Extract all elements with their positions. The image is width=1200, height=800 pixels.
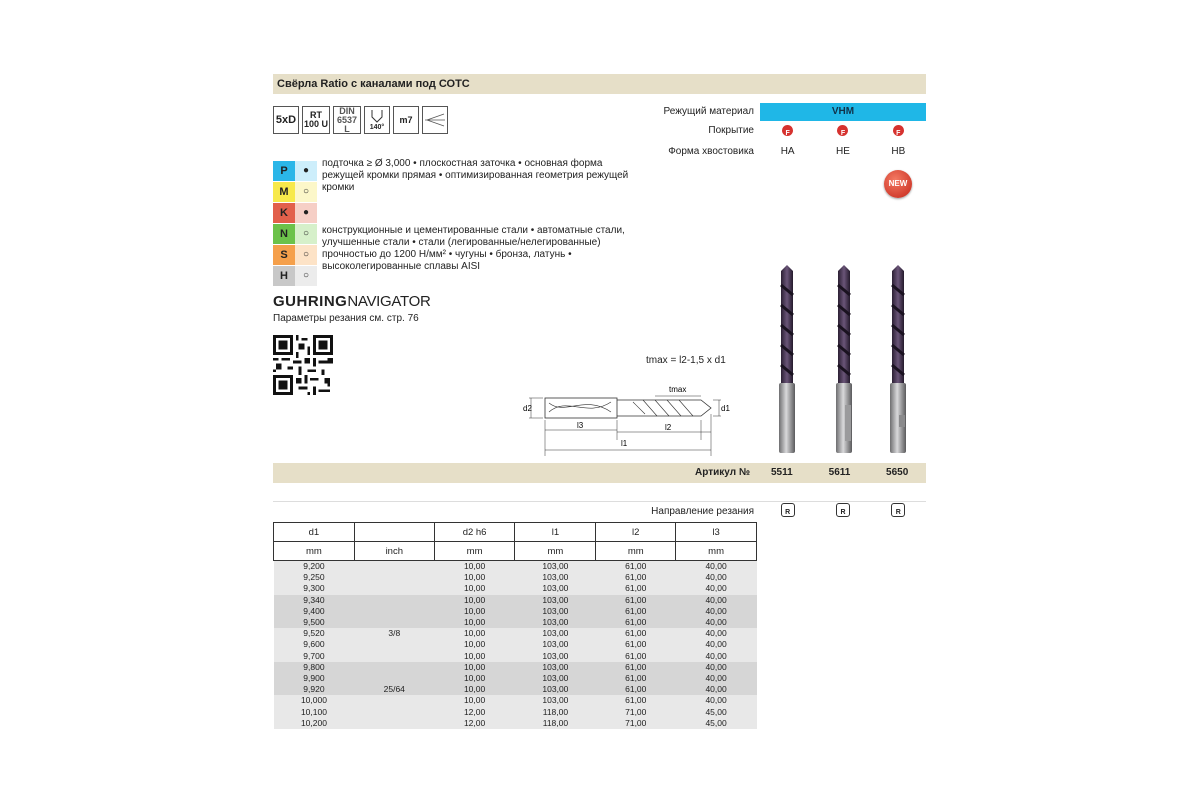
- iso-row-n: N ○: [273, 224, 317, 244]
- tolerance-icon: m7: [393, 106, 419, 134]
- table-header-row: d1 d2 h6 l1 l2 l3: [274, 523, 757, 542]
- table-row[interactable]: 9,700 10,00 103,00 61,00 40,00: [274, 651, 757, 662]
- tmax-formula: tmax = l2-1,5 x d1: [646, 355, 726, 366]
- d1-label: d1: [721, 404, 730, 413]
- table-row[interactable]: 9,920 25/64 10,00 103,00 61,00 40,00: [274, 684, 757, 695]
- dimensions-table: [273, 522, 757, 729]
- right-hand-icon: R: [836, 503, 850, 517]
- coating-icon: F: [893, 125, 904, 136]
- new-badge: NEW: [884, 170, 912, 198]
- coating-label: Покрытие: [708, 125, 754, 136]
- iso-row-p: P ●: [273, 161, 317, 181]
- cutting-params-link[interactable]: Параметры резания см. стр. 76: [273, 313, 419, 324]
- l3-label: l3: [577, 421, 584, 430]
- d2-label: d2: [523, 404, 532, 413]
- table-row[interactable]: 10,000 10,00 103,00 61,00 40,00: [274, 695, 757, 706]
- table-row[interactable]: 9,340 10,00 103,00 61,00 40,00: [274, 595, 757, 606]
- right-hand-icon: R: [891, 503, 905, 517]
- drill-ha-image: [779, 265, 795, 453]
- length-ratio-icon: 5xD: [273, 106, 299, 134]
- table-row[interactable]: 9,400 10,00 103,00 61,00 40,00: [274, 606, 757, 617]
- drill-technical-drawing: [515, 370, 745, 460]
- article-5650[interactable]: 5650: [886, 467, 909, 478]
- coolant-channel-icon: [422, 106, 448, 134]
- right-hand-icon: R: [781, 503, 795, 517]
- iso-row-m: M ○: [273, 182, 317, 202]
- page-title: Свёрла Ratio с каналами под СОТС: [273, 74, 926, 94]
- point-angle-icon: 140°: [364, 106, 390, 134]
- qr-code-icon[interactable]: [273, 334, 333, 396]
- table-row[interactable]: 9,200 10,00 103,00 61,00 40,00: [274, 561, 757, 573]
- table-row[interactable]: 9,600 10,00 103,00 61,00 40,00: [274, 639, 757, 650]
- coating-row: [620, 122, 926, 140]
- features-text: подточка ≥ Ø 3,000 • плоскостная заточка • основная форма режущей кромки прямая • оптимизированная геометрия режущей кромки: [322, 158, 629, 193]
- table-row[interactable]: 9,800 10,00 103,00 61,00 40,00: [274, 662, 757, 673]
- shank-label: Форма хвостовика: [668, 146, 754, 157]
- article-bar: [273, 463, 926, 483]
- table-row[interactable]: 9,250 10,00 103,00 61,00 40,00: [274, 572, 757, 583]
- cutting-direction-values: [760, 503, 926, 521]
- coating-icon: F: [837, 125, 848, 136]
- tmax-label: tmax: [669, 385, 687, 394]
- table-row[interactable]: 10,100 12,00 118,00 71,00 45,00: [274, 707, 757, 718]
- table-row[interactable]: 9,300 10,00 103,00 61,00 40,00: [274, 583, 757, 594]
- table-row[interactable]: 10,200 12,00 118,00 71,00 45,00: [274, 718, 757, 729]
- iso-row-h: H ○: [273, 266, 317, 286]
- separator: [273, 501, 926, 502]
- l2-label: l2: [665, 423, 672, 432]
- article-5511[interactable]: 5511: [770, 467, 793, 478]
- spec-icons: [273, 106, 448, 134]
- drill-images: [760, 265, 926, 460]
- article-numbers: [753, 463, 926, 483]
- iso-row-s: S ○: [273, 245, 317, 265]
- shank-row: [620, 143, 926, 161]
- iso-groups: [273, 161, 317, 287]
- article-label: Артикул №: [695, 467, 750, 478]
- cutting-direction-label: Направление резания: [651, 506, 754, 517]
- l1-label: l1: [621, 439, 628, 448]
- cutting-material-label: Режущий материал: [663, 106, 754, 117]
- din-icon: DIN 6537 L: [333, 106, 361, 134]
- cutting-direction-row: [620, 503, 926, 521]
- materials-text: конструкционные и цементированные стали • автоматные стали, улучшенные стали • стали (легированные/нелегированные) прочностью до 1200 Н/мм² • чугуны • бронза, латунь • высоколегированные сплавы AISI: [322, 225, 625, 272]
- rt100-icon: RT 100 U: [302, 106, 330, 134]
- table-row[interactable]: 9,900 10,00 103,00 61,00 40,00: [274, 673, 757, 684]
- shank-values: HA HE HB: [780, 146, 906, 157]
- table-units-row: mm inch mm mm mm mm: [274, 542, 757, 561]
- drill-hb-image: [890, 265, 906, 453]
- coating-values: [760, 122, 926, 140]
- article-5611[interactable]: 5611: [828, 467, 851, 478]
- coating-icon: F: [782, 125, 793, 136]
- guhring-navigator-logo: GUHRINGNAVIGATOR: [273, 293, 431, 310]
- cutting-material-row: [620, 103, 926, 121]
- table-row[interactable]: 9,500 10,00 103,00 61,00 40,00: [274, 617, 757, 628]
- table-row[interactable]: 9,520 3/8 10,00 103,00 61,00 40,00: [274, 628, 757, 639]
- iso-row-k: K ●: [273, 203, 317, 223]
- drill-he-image: [836, 265, 852, 453]
- cutting-material-value: VHM: [760, 103, 926, 121]
